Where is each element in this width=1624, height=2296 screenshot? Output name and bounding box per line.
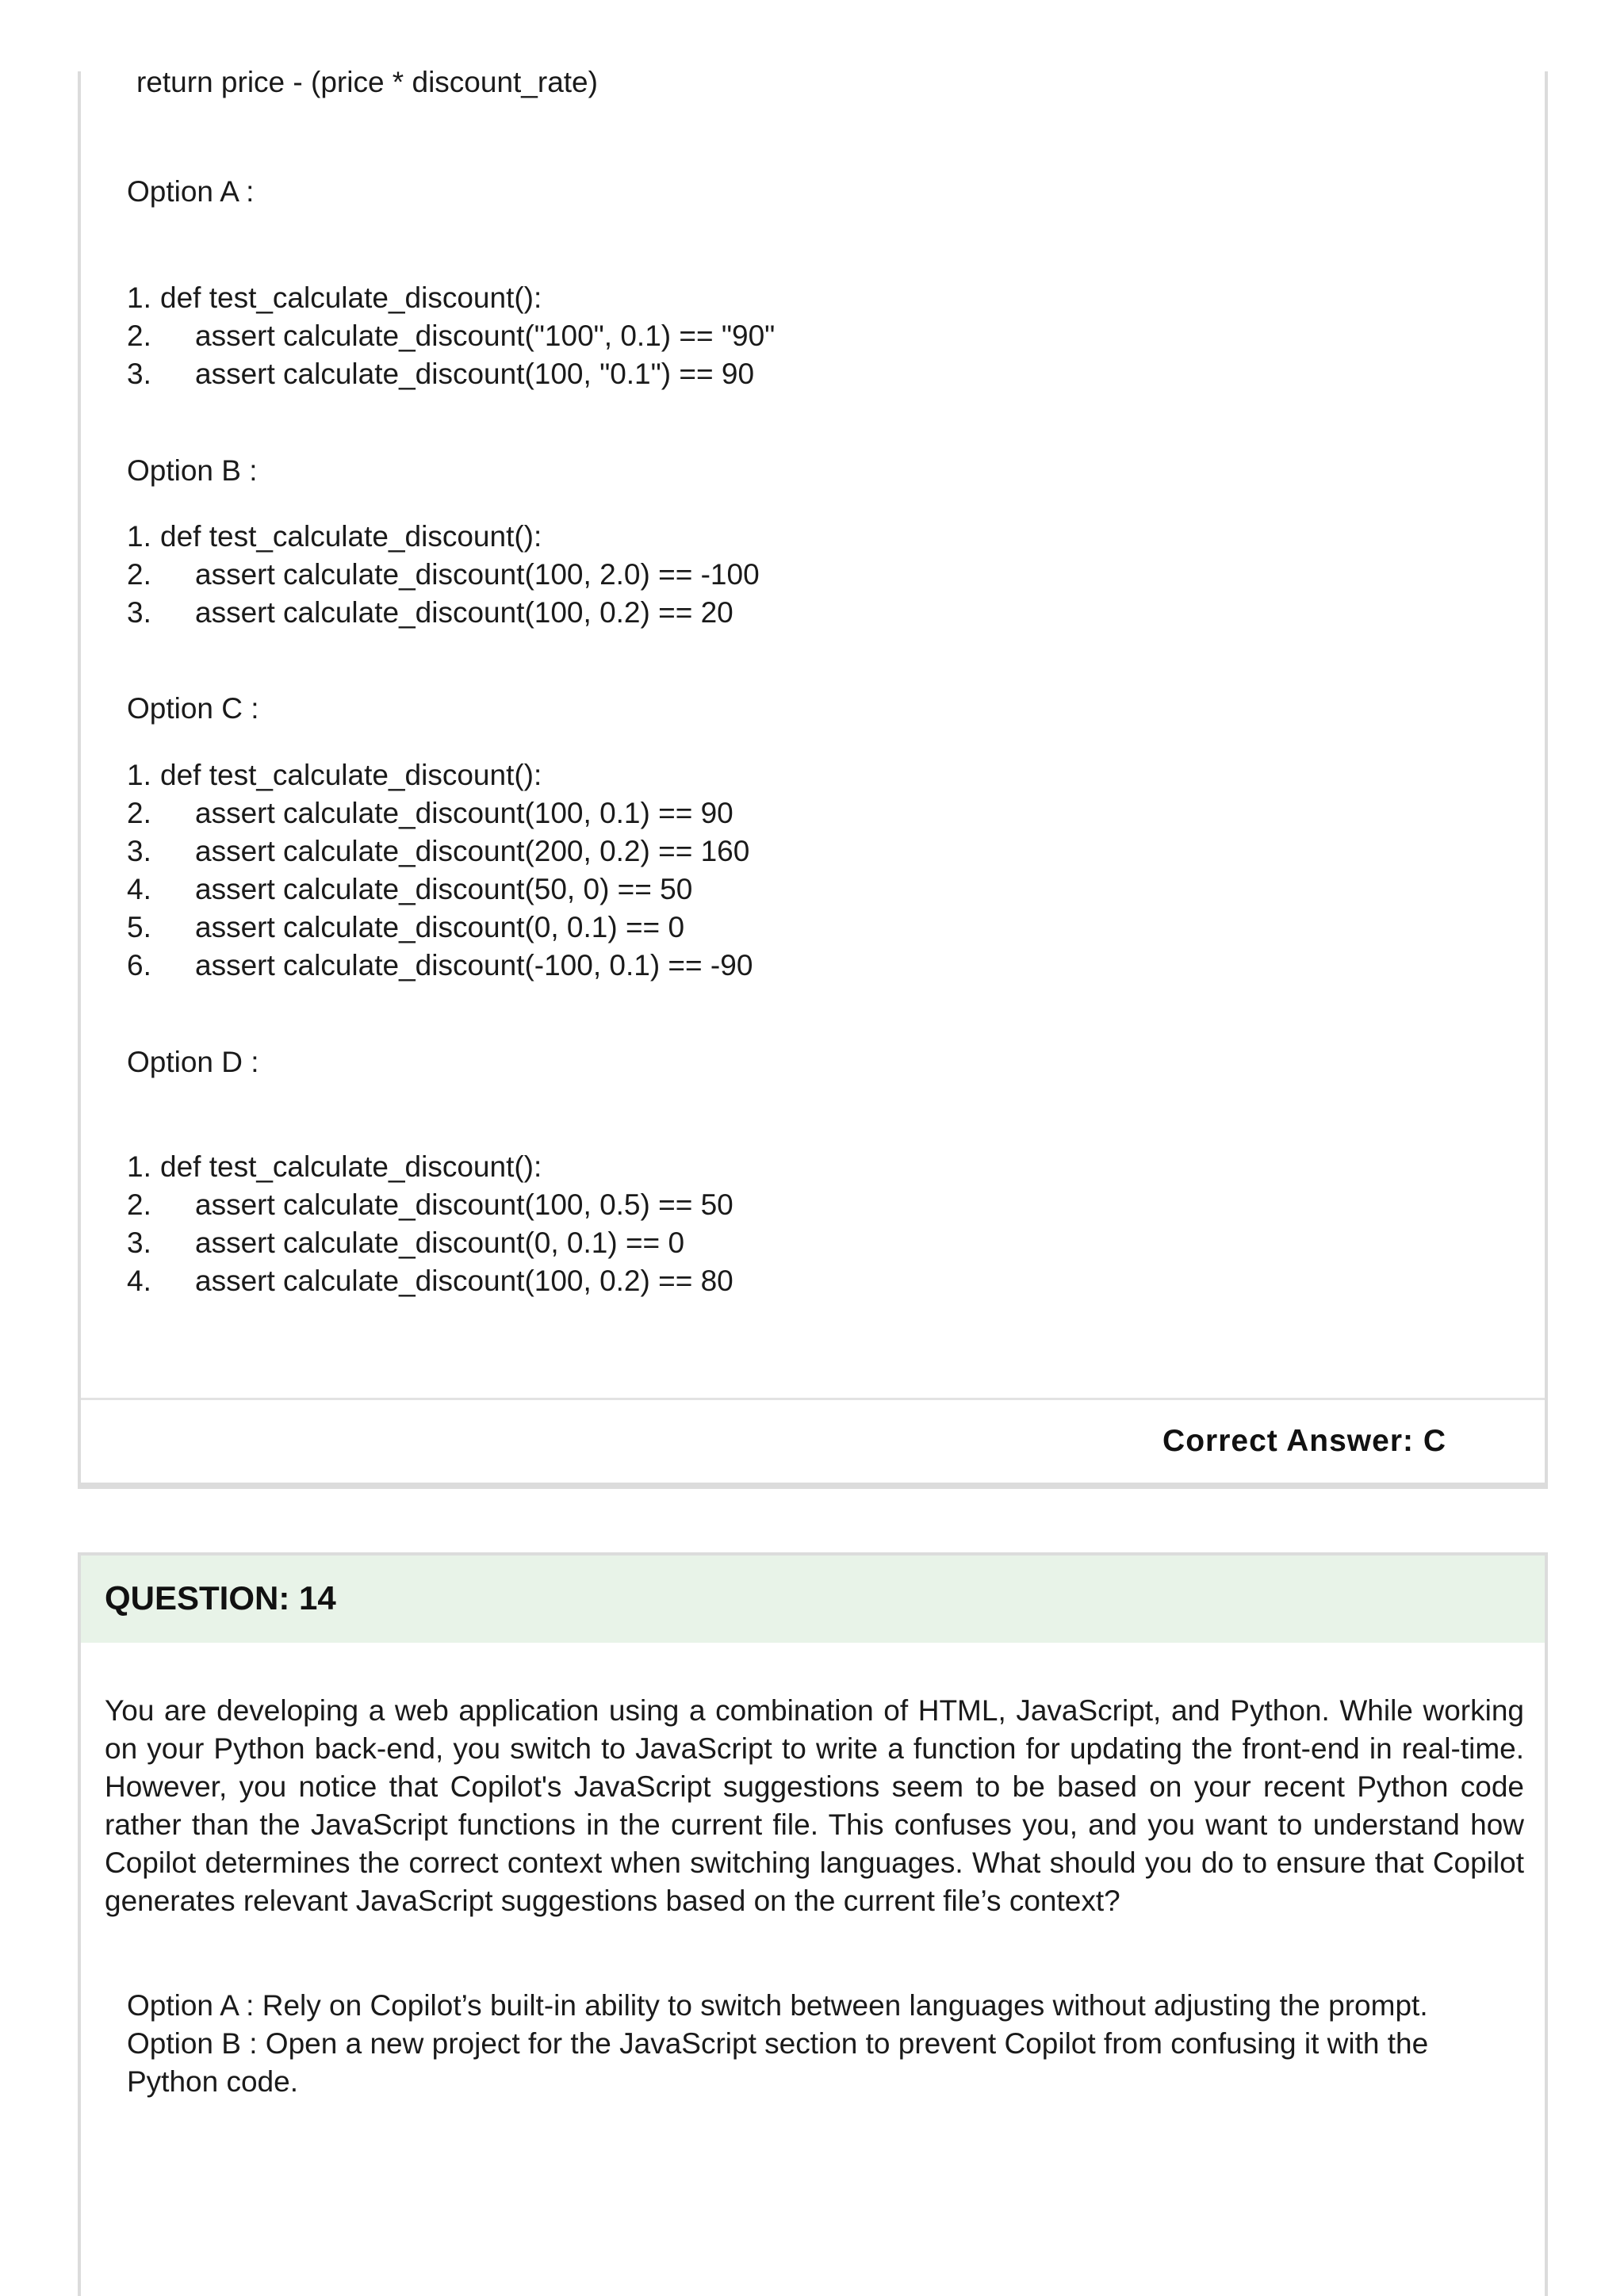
code-line: assert calculate_discount(50, 0) == 50 xyxy=(195,873,693,905)
code-line: assert calculate_discount(0, 0.1) == 0 xyxy=(195,1226,685,1259)
line-number: 2. xyxy=(127,558,151,591)
option-c-title: Option C : xyxy=(127,692,259,725)
question-title: QUESTION: 14 xyxy=(105,1579,336,1617)
question-option-a: Option A : Rely on Copilot’s built-in ability to switch between languages without adjusting the prompt. xyxy=(127,1989,1428,2022)
code-line: assert calculate_discount(0, 0.1) == 0 xyxy=(195,911,685,943)
line-number: 3. xyxy=(127,596,151,629)
code-line: assert calculate_discount("100", 0.1) == "90" xyxy=(195,320,776,352)
code-line: assert calculate_discount(100, 0.5) == 50 xyxy=(195,1188,733,1221)
option-a-title: Option A : xyxy=(127,175,255,208)
line-number: 2. xyxy=(127,320,151,352)
line-number: 6. xyxy=(127,949,151,982)
line-number: 5. xyxy=(127,911,151,943)
option-d-title: Option D : xyxy=(127,1046,259,1078)
code-line: def test_calculate_discount(): xyxy=(160,520,542,553)
question-body: You are developing a web application using a combination of HTML, JavaScript, and Python. While working on your Python back-end, you switch to JavaScript to write a function for updating the front-end in real-time. However, you notice that Copilot's JavaScript suggestions seem to be based on your recent Python code rather than the JavaScript functions in the current file. This confuses you, and you want to understand how Copilot determines the correct context when switching languages. What should you do to ensure that Copilot generates relevant JavaScript suggestions based on the current file’s context? xyxy=(105,1694,1524,1917)
code-line: def test_calculate_discount(): xyxy=(160,759,542,791)
code-line: assert calculate_discount(200, 0.2) == 160 xyxy=(195,835,750,867)
line-number: 3. xyxy=(127,835,151,867)
code-line: assert calculate_discount(100, "0.1") == 90 xyxy=(195,358,755,390)
question-card xyxy=(78,1552,1548,2296)
line-number: 4. xyxy=(127,873,151,905)
line-number: 2. xyxy=(127,1188,151,1221)
option-b-title: Option B : xyxy=(127,454,258,487)
code-line: def test_calculate_discount(): xyxy=(160,281,542,314)
code-line: assert calculate_discount(100, 2.0) == -100 xyxy=(195,558,760,591)
line-number: 4. xyxy=(127,1265,151,1297)
line-number: 1. xyxy=(127,281,151,314)
code-line: assert calculate_discount(100, 0.1) == 90 xyxy=(195,797,733,829)
line-number: 3. xyxy=(127,358,151,390)
line-number: 2. xyxy=(127,797,151,829)
question-header xyxy=(81,1556,1545,1643)
line-number: 1. xyxy=(127,759,151,791)
previous-question-card xyxy=(78,66,1548,1489)
code-tail: return price - (price * discount_rate) xyxy=(136,66,598,98)
answer-footer xyxy=(81,1398,1545,1483)
line-number: 1. xyxy=(127,1150,151,1183)
question-option-b: Option B : Open a new project for the JavaScript section to prevent Copilot from confusing it with the Python code. xyxy=(127,2027,1429,2098)
line-number: 3. xyxy=(127,1226,151,1259)
line-number: 1. xyxy=(127,520,151,553)
code-line: assert calculate_discount(100, 0.2) == 20 xyxy=(195,596,733,629)
correct-answer: Correct Answer: C xyxy=(1162,1424,1446,1458)
code-line: def test_calculate_discount(): xyxy=(160,1150,542,1183)
code-line: assert calculate_discount(100, 0.2) == 80 xyxy=(195,1265,733,1297)
code-line: assert calculate_discount(-100, 0.1) == -90 xyxy=(195,949,753,982)
